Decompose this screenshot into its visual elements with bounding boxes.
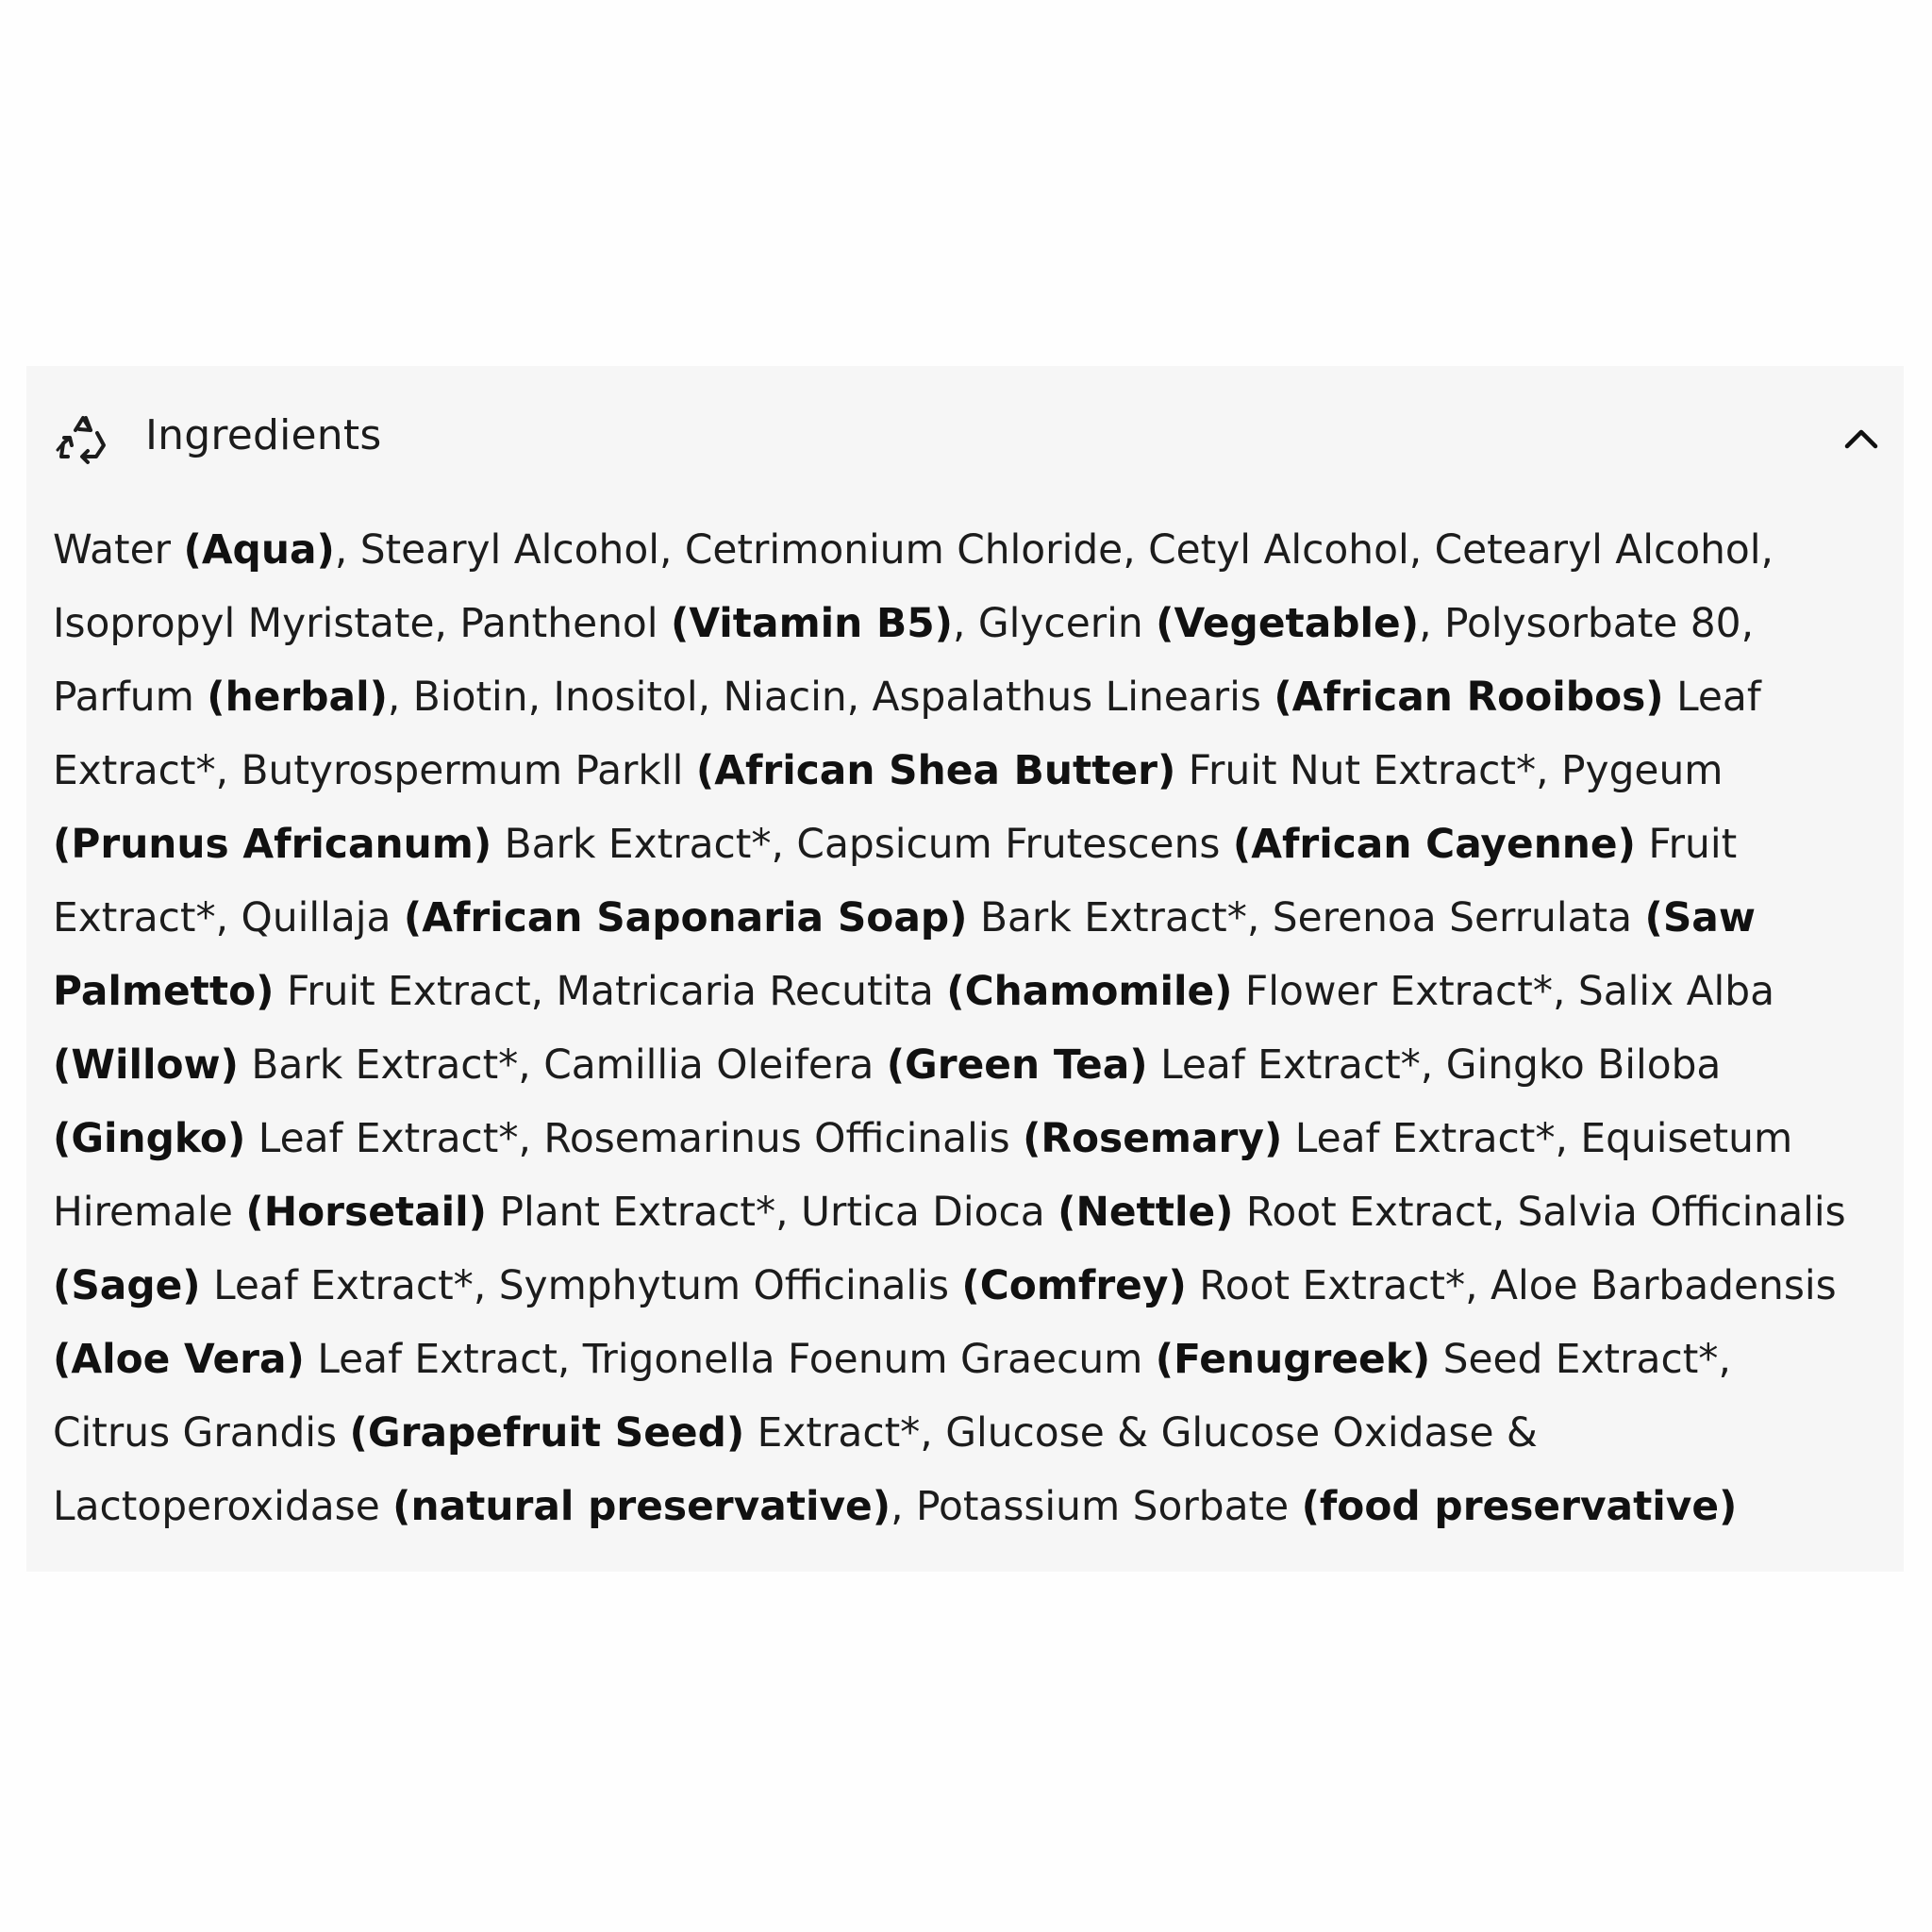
ingredient-text: Plant Extract*, Urtica Dioca bbox=[487, 1189, 1058, 1235]
ingredient-text: , Stearyl Alcohol, Cetrimonium Chloride, Cetyl Alcohol, Cetearyl Alcohol, bbox=[334, 526, 1774, 573]
ingredient-text: Fruit Nut Extract*, Pygeum bbox=[1175, 747, 1724, 793]
ingredient-text: Bark Extract*, Camillia Oleifera bbox=[238, 1041, 887, 1088]
ingredient-text: Leaf Extract, Trigonella Foenum Graecum bbox=[304, 1336, 1156, 1382]
ingredient-text: Parfum bbox=[53, 674, 208, 720]
recycle-icon bbox=[55, 409, 111, 466]
ingredient-common-name: (natural preservative) bbox=[392, 1483, 891, 1529]
ingredient-text: Lactoperoxidase bbox=[53, 1483, 393, 1529]
ingredient-text: Leaf Extract*, Gingko Biloba bbox=[1147, 1041, 1722, 1088]
ingredient-text: Fruit bbox=[1635, 821, 1738, 867]
ingredient-common-name: (Rosemary) bbox=[1023, 1115, 1283, 1161]
ingredients-text bbox=[53, 513, 1902, 1543]
ingredients-line bbox=[53, 1175, 1902, 1249]
ingredient-common-name: (Saw bbox=[1644, 894, 1756, 941]
ingredient-common-name: (Chamomile) bbox=[946, 968, 1233, 1014]
ingredient-common-name: (Gingko) bbox=[53, 1115, 246, 1161]
ingredient-common-name: (Horsetail) bbox=[245, 1189, 487, 1235]
ingredient-common-name: (Grapefruit Seed) bbox=[349, 1409, 745, 1456]
ingredient-text: , Potassium Sorbate bbox=[891, 1483, 1302, 1529]
ingredient-common-name: (food preservative) bbox=[1301, 1483, 1738, 1529]
ingredient-text: Fruit Extract, Matricaria Recutita bbox=[274, 968, 947, 1014]
ingredient-text: Bark Extract*, Serenoa Serrulata bbox=[967, 894, 1645, 941]
chevron-up-icon[interactable] bbox=[1840, 417, 1883, 460]
ingredients-line bbox=[53, 1102, 1902, 1175]
ingredient-text: Flower Extract*, Salix Alba bbox=[1232, 968, 1775, 1014]
ingredient-common-name: (African Saponaria Soap) bbox=[403, 894, 968, 941]
section-title: Ingredients bbox=[145, 411, 382, 459]
ingredients-line bbox=[53, 808, 1902, 881]
ingredient-common-name: (Sage) bbox=[53, 1262, 201, 1308]
ingredients-line bbox=[53, 734, 1902, 808]
ingredients-line bbox=[53, 1323, 1902, 1396]
ingredient-common-name: (Vitamin B5) bbox=[670, 600, 953, 646]
ingredient-text: Citrus Grandis bbox=[53, 1409, 350, 1456]
ingredient-text: Root Extract*, Aloe Barbadensis bbox=[1186, 1262, 1837, 1308]
ingredient-common-name: (Willow) bbox=[53, 1041, 239, 1088]
ingredient-common-name: (Comfrey) bbox=[961, 1262, 1187, 1308]
ingredients-accordion bbox=[26, 366, 1904, 1572]
ingredient-common-name: (Aqua) bbox=[183, 526, 335, 573]
ingredient-common-name: (Fenugreek) bbox=[1155, 1336, 1431, 1382]
ingredient-text: Bark Extract*, Capsicum Frutescens bbox=[491, 821, 1233, 867]
ingredients-line bbox=[53, 881, 1902, 955]
ingredients-line bbox=[53, 513, 1902, 587]
ingredient-text: Isopropyl Myristate, Panthenol bbox=[53, 600, 671, 646]
ingredients-line bbox=[53, 1028, 1902, 1102]
ingredient-common-name: (African Rooibos) bbox=[1274, 674, 1664, 720]
ingredient-common-name: (Green Tea) bbox=[886, 1041, 1148, 1088]
ingredient-common-name: (Vegetable) bbox=[1156, 600, 1420, 646]
ingredient-common-name: (Prunus Africanum) bbox=[53, 821, 492, 867]
ingredients-accordion-header[interactable] bbox=[26, 366, 1904, 498]
ingredient-text: Extract*, Butyrospermum Parkll bbox=[53, 747, 696, 793]
ingredient-text: Leaf Extract*, Symphytum Officinalis bbox=[200, 1262, 962, 1308]
ingredient-text: , Polysorbate 80, bbox=[1419, 600, 1755, 646]
ingredients-line bbox=[53, 1249, 1902, 1323]
ingredient-text: Water bbox=[53, 526, 184, 573]
ingredient-text: Extract*, Glucose & Glucose Oxidase & bbox=[744, 1409, 1538, 1456]
ingredients-line bbox=[53, 1396, 1902, 1470]
ingredient-text: , Biotin, Inositol, Niacin, Aspalathus Linearis bbox=[387, 674, 1274, 720]
ingredients-line bbox=[53, 1470, 1902, 1543]
ingredients-line bbox=[53, 587, 1902, 660]
ingredient-text: Root Extract, Salvia Officinalis bbox=[1233, 1189, 1846, 1235]
ingredients-line bbox=[53, 660, 1902, 734]
ingredient-common-name: (Aloe Vera) bbox=[53, 1336, 305, 1382]
ingredient-text: Hiremale bbox=[53, 1189, 246, 1235]
ingredient-text: Leaf Extract*, Rosemarinus Officinalis bbox=[245, 1115, 1024, 1161]
ingredient-text: , Glycerin bbox=[952, 600, 1157, 646]
ingredient-common-name: Palmetto) bbox=[53, 968, 275, 1014]
ingredient-text: Extract*, Quillaja bbox=[53, 894, 404, 941]
ingredients-line bbox=[53, 955, 1902, 1028]
ingredient-common-name: (African Cayenne) bbox=[1232, 821, 1636, 867]
ingredient-text: Leaf Extract*, Equisetum bbox=[1282, 1115, 1793, 1161]
ingredient-text: Leaf bbox=[1663, 674, 1761, 720]
ingredient-text: Seed Extract*, bbox=[1430, 1336, 1731, 1382]
ingredient-common-name: (Nettle) bbox=[1058, 1189, 1234, 1235]
ingredient-common-name: (African Shea Butter) bbox=[695, 747, 1176, 793]
ingredient-common-name: (herbal) bbox=[207, 674, 388, 720]
